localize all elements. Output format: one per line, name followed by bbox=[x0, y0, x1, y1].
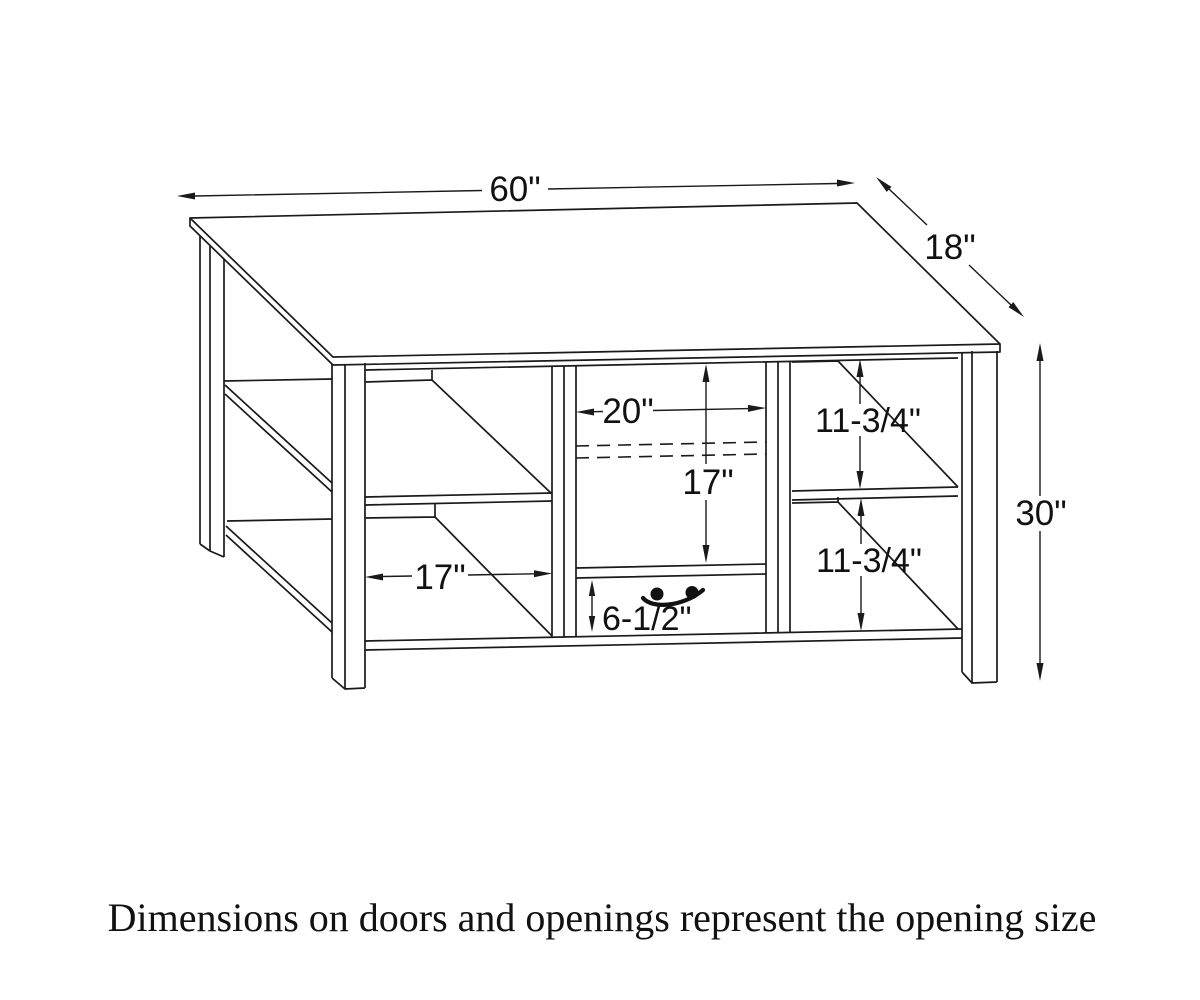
arrowhead-up bbox=[589, 580, 595, 596]
dim-label-overall-height: 30" bbox=[1015, 494, 1067, 533]
arrowhead-up bbox=[857, 359, 864, 377]
center-opening-dashed-lines bbox=[576, 442, 766, 458]
dim-overall-height bbox=[1015, 343, 1066, 681]
dim-upper-right-opening bbox=[815, 359, 921, 489]
arrowhead-down bbox=[589, 616, 595, 632]
upper-left-compartment-depth bbox=[365, 370, 552, 494]
left-shelf-front bbox=[365, 493, 552, 505]
front-right-leg bbox=[962, 351, 997, 683]
arrowhead-up bbox=[703, 364, 710, 382]
arrowhead-down bbox=[857, 471, 864, 489]
arrowhead-down bbox=[703, 545, 710, 563]
arrowhead-left bbox=[576, 409, 594, 416]
arrowhead-up bbox=[858, 498, 865, 516]
right-shelf-front bbox=[792, 487, 958, 500]
dim-label-center-width: 20" bbox=[602, 392, 654, 431]
arrowhead-down bbox=[1037, 663, 1044, 681]
left-center-divider bbox=[552, 365, 576, 637]
dim-label-center-height: 17" bbox=[682, 463, 734, 502]
drawer-top-divider bbox=[576, 564, 766, 578]
dim-label-lower-right: 11-3/4" bbox=[816, 542, 922, 580]
dim-label-top-depth: 18" bbox=[924, 228, 976, 267]
dim-left-opening-width bbox=[365, 558, 552, 597]
front-left-leg bbox=[332, 363, 365, 689]
dim-top-width bbox=[177, 170, 855, 209]
dim-center-opening-width bbox=[576, 392, 766, 431]
right-center-divider bbox=[766, 361, 790, 633]
dim-label-top-width: 60" bbox=[489, 170, 541, 209]
arrowhead-right bbox=[837, 180, 855, 187]
arrowhead-right bbox=[534, 570, 552, 577]
left-side-upper-shelf bbox=[224, 379, 332, 492]
tabletop-surface bbox=[190, 203, 1000, 357]
arrowhead-left bbox=[365, 574, 383, 581]
left-side-lower-shelf bbox=[226, 519, 332, 632]
back-left-leg bbox=[200, 236, 224, 557]
dim-center-opening-height bbox=[682, 364, 733, 563]
arrowhead-left bbox=[177, 193, 195, 200]
dim-drawer-opening-height bbox=[589, 580, 692, 638]
dim-label-left-width: 17" bbox=[414, 558, 466, 597]
dim-lower-right-opening bbox=[816, 498, 922, 631]
arrowhead-up bbox=[1037, 343, 1044, 361]
caption-text: Dimensions on doors and openings represent the opening size bbox=[107, 895, 1097, 940]
dim-label-upper-right: 11-3/4" bbox=[815, 402, 921, 440]
carcass-top-edge bbox=[365, 358, 958, 370]
dim-label-drawer-height: 6-1/2" bbox=[602, 600, 692, 638]
arrowhead-down bbox=[858, 613, 865, 631]
arrowhead-right bbox=[748, 405, 766, 412]
